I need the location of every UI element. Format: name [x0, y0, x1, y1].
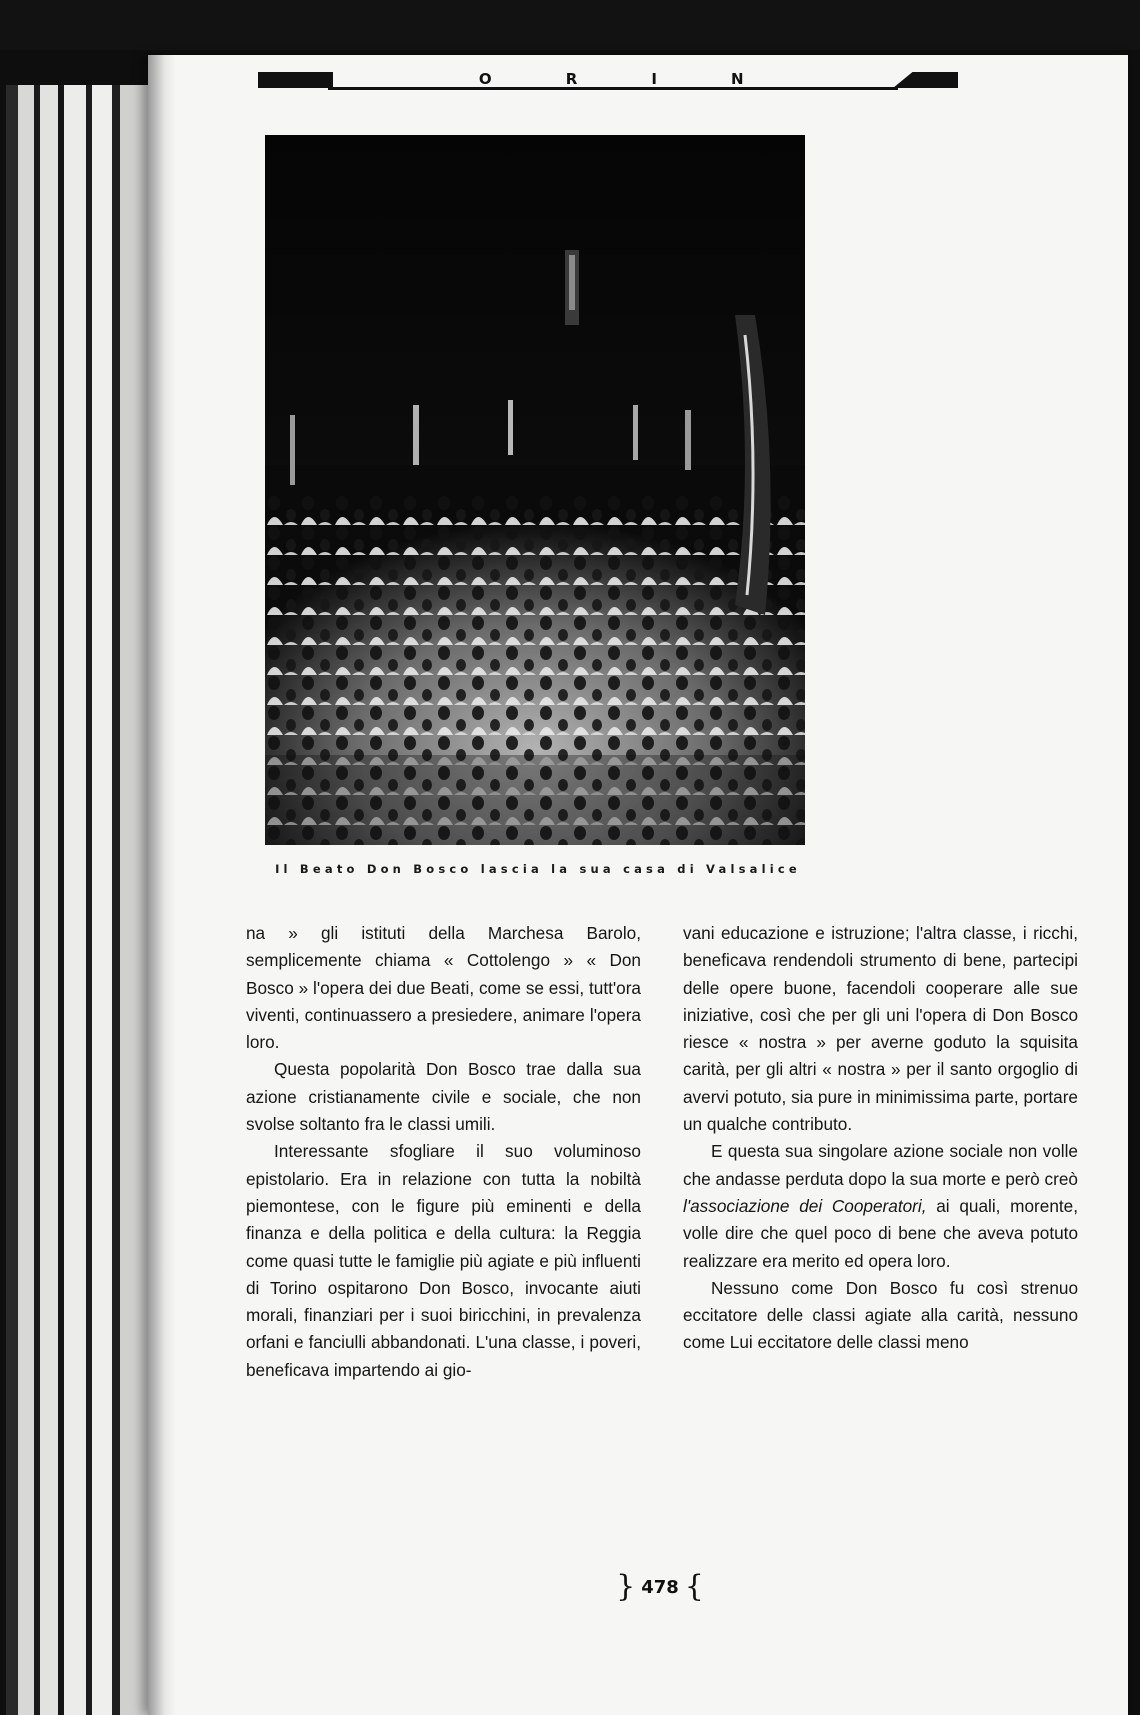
header-letter: I [651, 70, 658, 88]
page-number-text: 478 [641, 1576, 679, 1598]
paragraph: Nessuno come Don Bosco fu così strenuo eccitatore delle classi agiate alla carità, nessuno come Lui eccitatore delle classi meno [683, 1277, 1078, 1353]
folio-ornament-left: } [616, 1569, 636, 1604]
italic-phrase: l'associazione dei Cooperatori, [683, 1195, 927, 1216]
folio-ornament-right: { [684, 1569, 704, 1604]
header-letter: T [394, 70, 406, 88]
header-letter: N [731, 70, 745, 88]
header-letter: O [817, 70, 832, 88]
procession-photograph [265, 135, 805, 845]
header-ornament-left [258, 72, 333, 88]
article-column-right [683, 920, 1078, 1357]
spine-shadow [148, 55, 176, 1715]
header-title [358, 70, 868, 88]
paragraph: vani educazione e istruzione; l'altra classe, i ricchi, beneficava rendendoli strumento di bene, partecipi delle opere buone, facendoli cooperare alle sue iniziative, così che per gli uni l'opera di Don Bosco riesce « nostra » per averne goduto la squisita carità, per gli altri « nostra » per il santo orgoglio di avervi potuto, sia pure in minimissima parte, portare un qualche contributo. [683, 923, 1078, 1135]
paragraph: Interessante sfogliare il suo voluminoso epistolario. Era in relazione con tutta la nobiltà piemontese, con le figure più eminenti e della finanza e della politica e della cultura: la Reggia come quasi tutte le famiglie più agiate e più influenti di Torino ospitarono Don Bosco, invocante aiuti morali, finanziari per i suoi biricchini, in prevalenza orfani e fanciulli abbandonati. L'una classe, i poveri, beneficava impartendo ai gio- [246, 1141, 641, 1380]
paragraph: Questa popolarità Don Bosco trae dalla sua azione cristianamente civile e sociale, che non svolse soltanto fra le classi umili. [246, 1059, 641, 1135]
header-letter: R [565, 70, 579, 88]
header-letter: O [478, 70, 493, 88]
page-number [610, 1568, 710, 1606]
header-ornament-right [893, 72, 958, 88]
article-column-left [246, 920, 641, 1384]
paragraph-text: ai quali, morente, volle dire che quel poco di bene che aveva potuto realizzare era merito ed opera loro. [683, 1195, 1078, 1271]
paragraph [683, 1138, 1078, 1274]
stacked-page-edges [0, 55, 160, 1715]
paragraph-text: E questa sua singolare azione sociale non volle che andasse perduta dopo la sua morte e però creò [683, 1141, 1078, 1189]
paragraph: na » gli istituti della Marchesa Barolo, semplicemente chiama « Cottolengo » « Don Bosco » l'opera dei due Beati, come se essi, tutt'ora viventi, continuassero a presiedere, animare l'opera loro. [246, 923, 641, 1053]
photo-caption: Il Beato Don Bosco lascia la sua casa di Valsalice [275, 862, 801, 876]
running-header [258, 70, 958, 92]
scan-top-border [0, 0, 1140, 50]
